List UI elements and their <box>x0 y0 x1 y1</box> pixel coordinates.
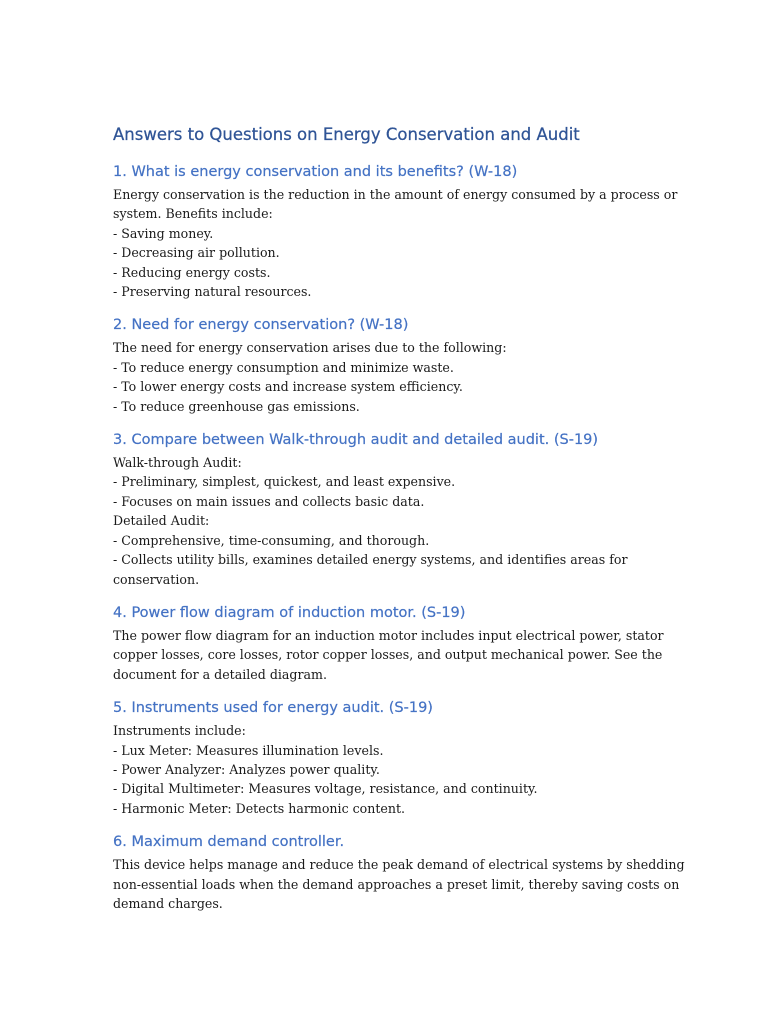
section-5 <box>113 698 648 818</box>
list-item: - To reduce energy consumption and minimize waste. <box>113 359 454 375</box>
list-item: - Preliminary, simplest, quickest, and least expensive. <box>113 474 456 490</box>
section-heading: 5. Instruments used for energy audit. (S-19) <box>113 700 433 717</box>
section-6 <box>113 832 685 913</box>
list-item: - Harmonic Meter: Detects harmonic content. <box>113 800 406 816</box>
list-item: - To lower energy costs and increase system efficiency. <box>113 379 463 395</box>
list-item: - Comprehensive, time-consuming, and thorough. <box>113 532 430 548</box>
paragraph-line: Instruments include: <box>113 723 246 739</box>
section-heading: 1. What is energy conservation and its benefits? (W-18) <box>113 164 518 180</box>
list-item: - Focuses on main issues and collects basic data. <box>113 493 425 509</box>
paragraph-line: Walk-through Audit: <box>113 455 242 471</box>
document-title: Answers to Questions on Energy Conservation and Audit <box>113 125 580 144</box>
list-item: - Saving money. <box>113 225 214 241</box>
section-1 <box>113 162 678 301</box>
paragraph-line: copper losses, core losses, rotor copper losses, and output mechanical power. See the <box>113 647 663 663</box>
paragraph-line: conservation. <box>113 571 200 587</box>
paragraph-line: Detailed Audit: <box>113 513 210 529</box>
list-item: - Lux Meter: Measures illumination levels. <box>113 742 384 758</box>
section-heading: 4. Power flow diagram of induction motor. (S-19) <box>113 604 466 621</box>
paragraph-line: document for a detailed diagram. <box>113 666 327 682</box>
list-item: - To reduce greenhouse gas emissions. <box>113 398 360 414</box>
list-item: - Digital Multimeter: Measures voltage, resistance, and continuity. <box>113 781 538 797</box>
paragraph-line: system. Benefits include: <box>113 206 273 222</box>
section-heading: 3. Compare between Walk-through audit and detailed audit. (S-19) <box>113 432 599 449</box>
section-2 <box>113 315 648 416</box>
section-3 <box>113 430 648 589</box>
paragraph-line: This device helps manage and reduce the peak demand of electrical systems by shedding <box>113 857 685 873</box>
list-item: - Decreasing air pollution. <box>113 245 280 261</box>
paragraph-line: Energy conservation is the reduction in the amount of energy consumed by a process or <box>113 187 678 202</box>
list-item: - Preserving natural resources. <box>113 284 312 300</box>
list-item: - Power Analyzer: Analyzes power quality. <box>113 761 380 777</box>
list-item: - Reducing energy costs. <box>113 264 271 280</box>
paragraph-line: The power flow diagram for an induction motor includes input electrical power, stator <box>113 627 664 643</box>
section-4 <box>113 603 664 684</box>
section-heading: 6. Maximum demand controller. <box>113 834 345 851</box>
paragraph-line: demand charges. <box>113 895 223 911</box>
list-item: - Collects utility bills, examines detailed energy systems, and identifies areas for <box>113 552 628 568</box>
section-heading: 2. Need for energy conservation? (W-18) <box>113 317 409 334</box>
paragraph-line: non-essential loads when the demand approaches a preset limit, thereby saving costs on <box>113 876 680 892</box>
paragraph-line: The need for energy conservation arises due to the following: <box>113 340 507 356</box>
